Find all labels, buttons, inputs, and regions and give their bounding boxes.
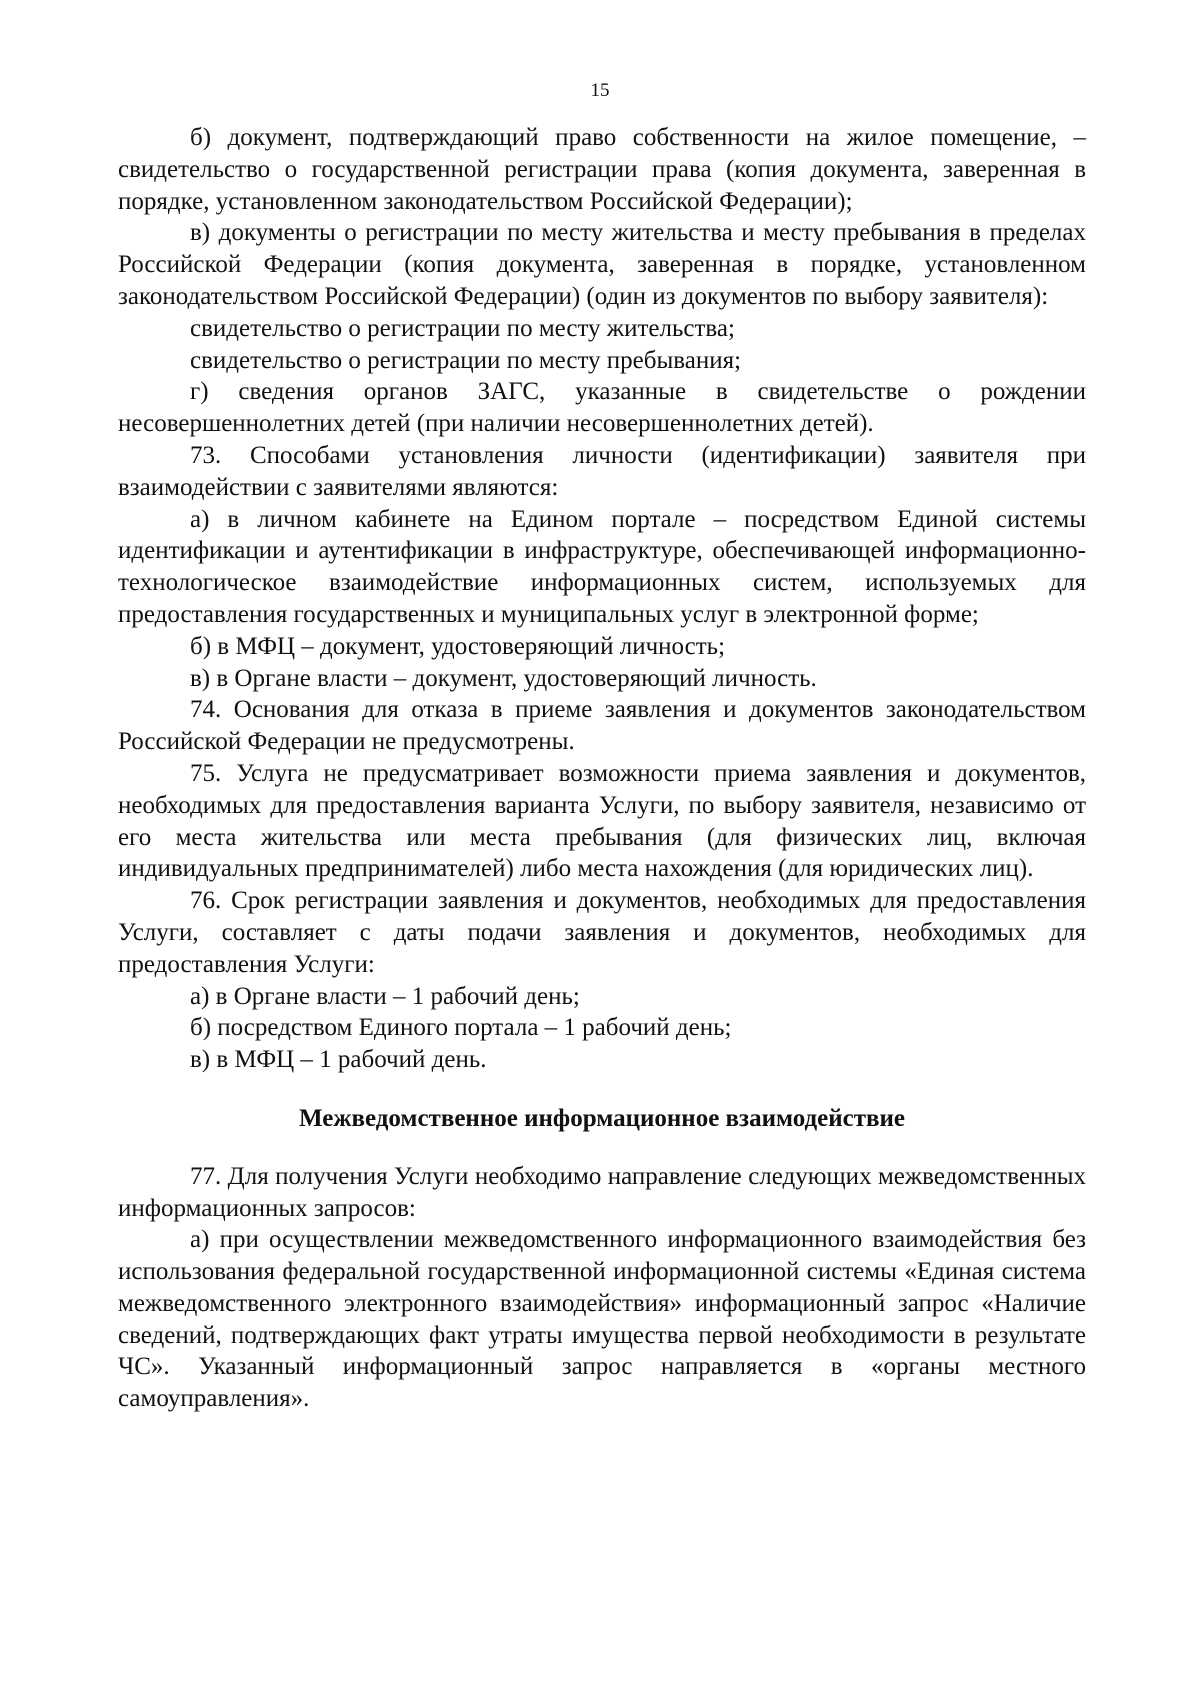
paragraph-73-a-portal: а) в личном кабинете на Едином портале – посредством Единой системы идентификации и аутентификации в инфраструктуре, обеспечивающей информационно-технологическое взаимодействие информационных систем, используемых для предоставления государственных и муниципальных услуг в электронной форме;	[118, 505, 1086, 628]
page-number: 15	[590, 80, 610, 101]
paragraph-76-registration-term: 76. Срок регистрации заявления и документов, необходимых для предоставления Услуги, составляет с даты подачи заявления и документов, необходимых для предоставления Услуги:	[118, 887, 1086, 978]
paragraph-76-v-mfc: в) в МФЦ – 1 рабочий день.	[190, 1046, 487, 1074]
paragraph-75-reception: 75. Услуга не предусматривает возможности приема заявления и документов, необходимых для предоставления варианта Услуги, по выбору заявителя, независимо от его места жительства или места пребывания (для физических лиц, включая индивидуальных предпринимателей) либо места нахождения (для юридических лиц).	[118, 759, 1086, 883]
paragraph-item-b-ownership: б) документ, подтверждающий право собственности на жилое помещение, – свидетельство о государственной регистрации права (копия документа, заверенная в порядке, установленном законодательством Российской Федерации);	[118, 124, 1086, 215]
paragraph-76-a-authority: а) в Органе власти – 1 рабочий день;	[190, 982, 580, 1010]
paragraph-registration-stay: свидетельство о регистрации по месту пребывания;	[190, 346, 742, 374]
paragraph-77-requests: 77. Для получения Услуги необходимо направление следующих межведомственных информационных запросов:	[118, 1162, 1086, 1222]
document-body	[118, 122, 1086, 1415]
paragraph-74-refusal: 74. Основания для отказа в приеме заявления и документов законодательством Российской Федерации не предусмотрены.	[118, 696, 1086, 756]
paragraph-73-identification: 73. Способами установления личности (идентификации) заявителя при взаимодействии с заявителями являются:	[118, 441, 1086, 501]
paragraph-item-v-registration-docs: в) документы о регистрации по месту жительства и месту пребывания в пределах Российской Федерации (копия документа, заверенная в порядке, установленном законодательством Российской Федерации) (один из документов по выбору заявителя):	[118, 219, 1086, 310]
paragraph-77-a-request: а) при осуществлении межведомственного информационного взаимодействия без использования федеральной государственной информационной системы «Единая система межведомственного электронного взаимодействия» информационный запрос «Наличие сведений, подтверждающих факт утраты имущества первой необходимости в результате ЧС». Указанный информационный запрос направляется в «органы местного самоуправления».	[118, 1226, 1086, 1413]
paragraph-76-b-portal: б) посредством Единого портала – 1 рабочий день;	[190, 1014, 732, 1042]
paragraph-item-g-zags: г) сведения органов ЗАГС, указанные в свидетельстве о рождении несовершеннолетних детей (при наличии несовершеннолетних детей).	[118, 378, 1086, 438]
paragraph-73-b-mfc: б) в МФЦ – документ, удостоверяющий личность;	[190, 632, 726, 660]
paragraph-registration-residence: свидетельство о регистрации по месту жительства;	[190, 314, 735, 342]
section-heading: Межведомственное информационное взаимодействие	[299, 1104, 905, 1132]
paragraph-73-v-authority: в) в Органе власти – документ, удостоверяющий личность.	[190, 664, 817, 692]
